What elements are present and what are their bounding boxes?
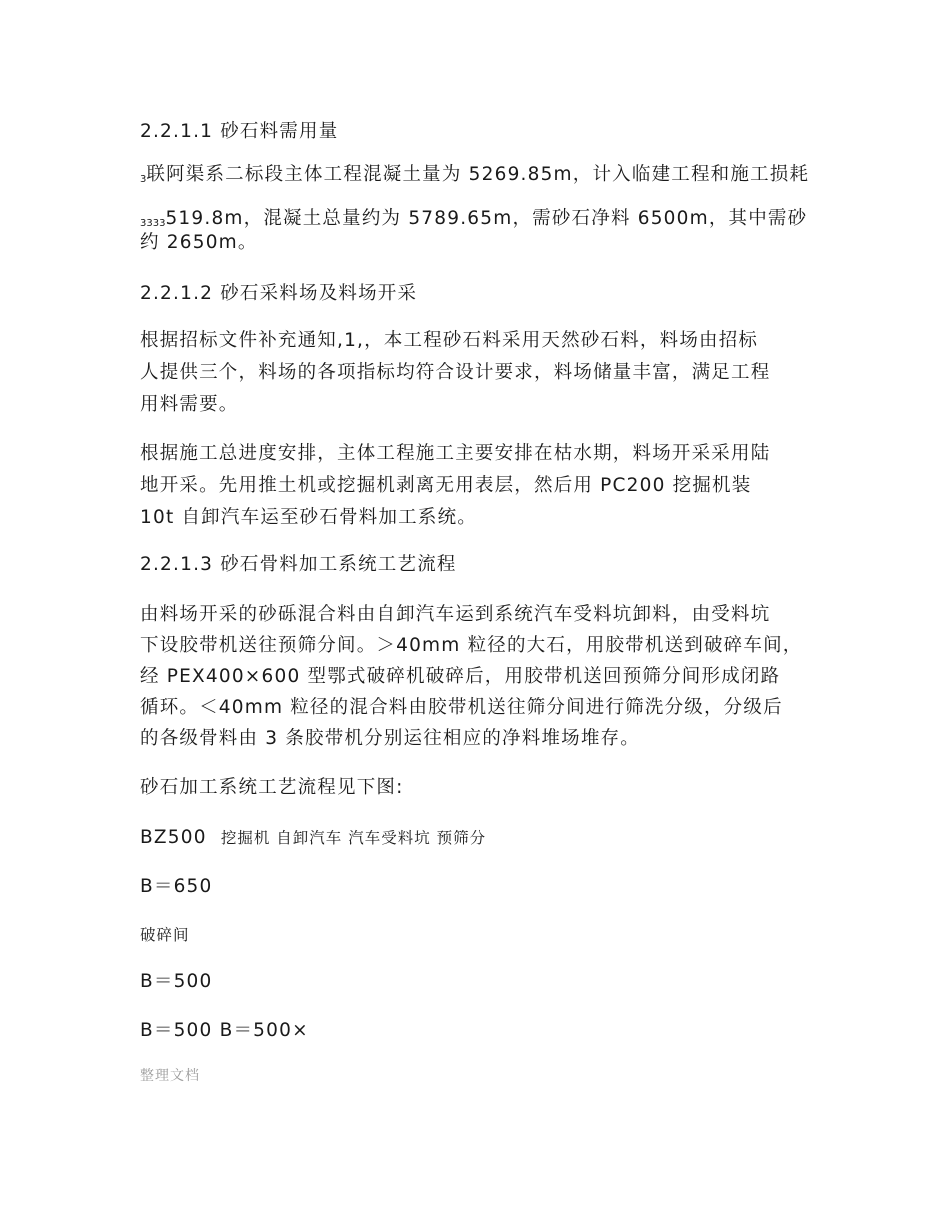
flow-labels: 挖掘机 自卸汽车 汽车受料坑 预筛分: [220, 829, 487, 847]
flow-row: B＝650: [140, 876, 213, 897]
paragraph-line: 10t 自卸汽车运至砂石骨料加工系统。: [140, 507, 477, 528]
paragraph-line: [140, 163, 809, 192]
flow-code: BZ500: [140, 827, 207, 848]
flow-row: 破碎间: [140, 926, 190, 944]
paragraph-line: 经 PEX400×600 型鄂式破碎机破碎后，用胶带机送回预筛分间形成闭路: [140, 666, 781, 687]
paragraph-line: 人提供三个，料场的各项指标均符合设计要求，料场储量丰富，满足工程: [140, 362, 771, 383]
paragraph-line: 砂石加工系统工艺流程见下图:: [140, 777, 404, 798]
paragraph-line: 根据招标文件补充通知,1,，本工程砂石料采用天然砂石料，料场由招标: [140, 330, 759, 351]
paragraph-line: 根据施工总进度安排，主体工程施工主要安排在枯水期，料场开采采用陆: [140, 443, 771, 464]
section-heading-2-2-1-3: 2.2.1.3 砂石骨料加工系统工艺流程: [140, 554, 457, 575]
section-heading-2-2-1-2: 2.2.1.2 砂石采料场及料场开采: [140, 283, 418, 304]
paragraph-text: 519.8m，混凝土总量约为 5789.65m，需砂石净料 6500m，其中需砂: [165, 208, 808, 229]
paragraph-text: 联阿渠系二标段主体工程混凝土量为 5269.85m，计入临建工程和施工损耗: [146, 164, 810, 185]
paragraph-line: 地开采。先用推土机或挖掘机剥离无用表层，然后用 PC200 挖掘机装: [140, 475, 752, 496]
paragraph-line: 的各级骨料由 3 条胶带机分别运往相应的净料堆场堆存。: [140, 728, 640, 749]
section-heading-2-2-1-1: 2.2.1.1 砂石料需用量: [140, 121, 339, 142]
superscript-unit: 3: [140, 174, 147, 185]
superscript-unit: 3333: [140, 218, 166, 229]
paragraph-line: 由料场开采的砂砾混合料由自卸汽车运到系统汽车受料坑卸料，由受料坑: [140, 604, 771, 625]
flow-row: B＝500: [140, 971, 213, 992]
paragraph-line: 下设胶带机送往预筛分间。＞40mm 粒径的大石，用胶带机送到破碎车间，: [140, 635, 803, 656]
flow-row: [140, 826, 486, 850]
flow-row: B＝500 B＝500×: [140, 1020, 309, 1041]
paragraph-line: 约 2650m。: [140, 232, 258, 253]
paragraph-line: 用料需要。: [140, 394, 239, 415]
footer-watermark: 整理文档: [140, 1068, 200, 1084]
paragraph-line: 循环。＜40mm 粒径的混合料由胶带机送往筛分间进行筛洗分级，分级后: [140, 697, 783, 718]
